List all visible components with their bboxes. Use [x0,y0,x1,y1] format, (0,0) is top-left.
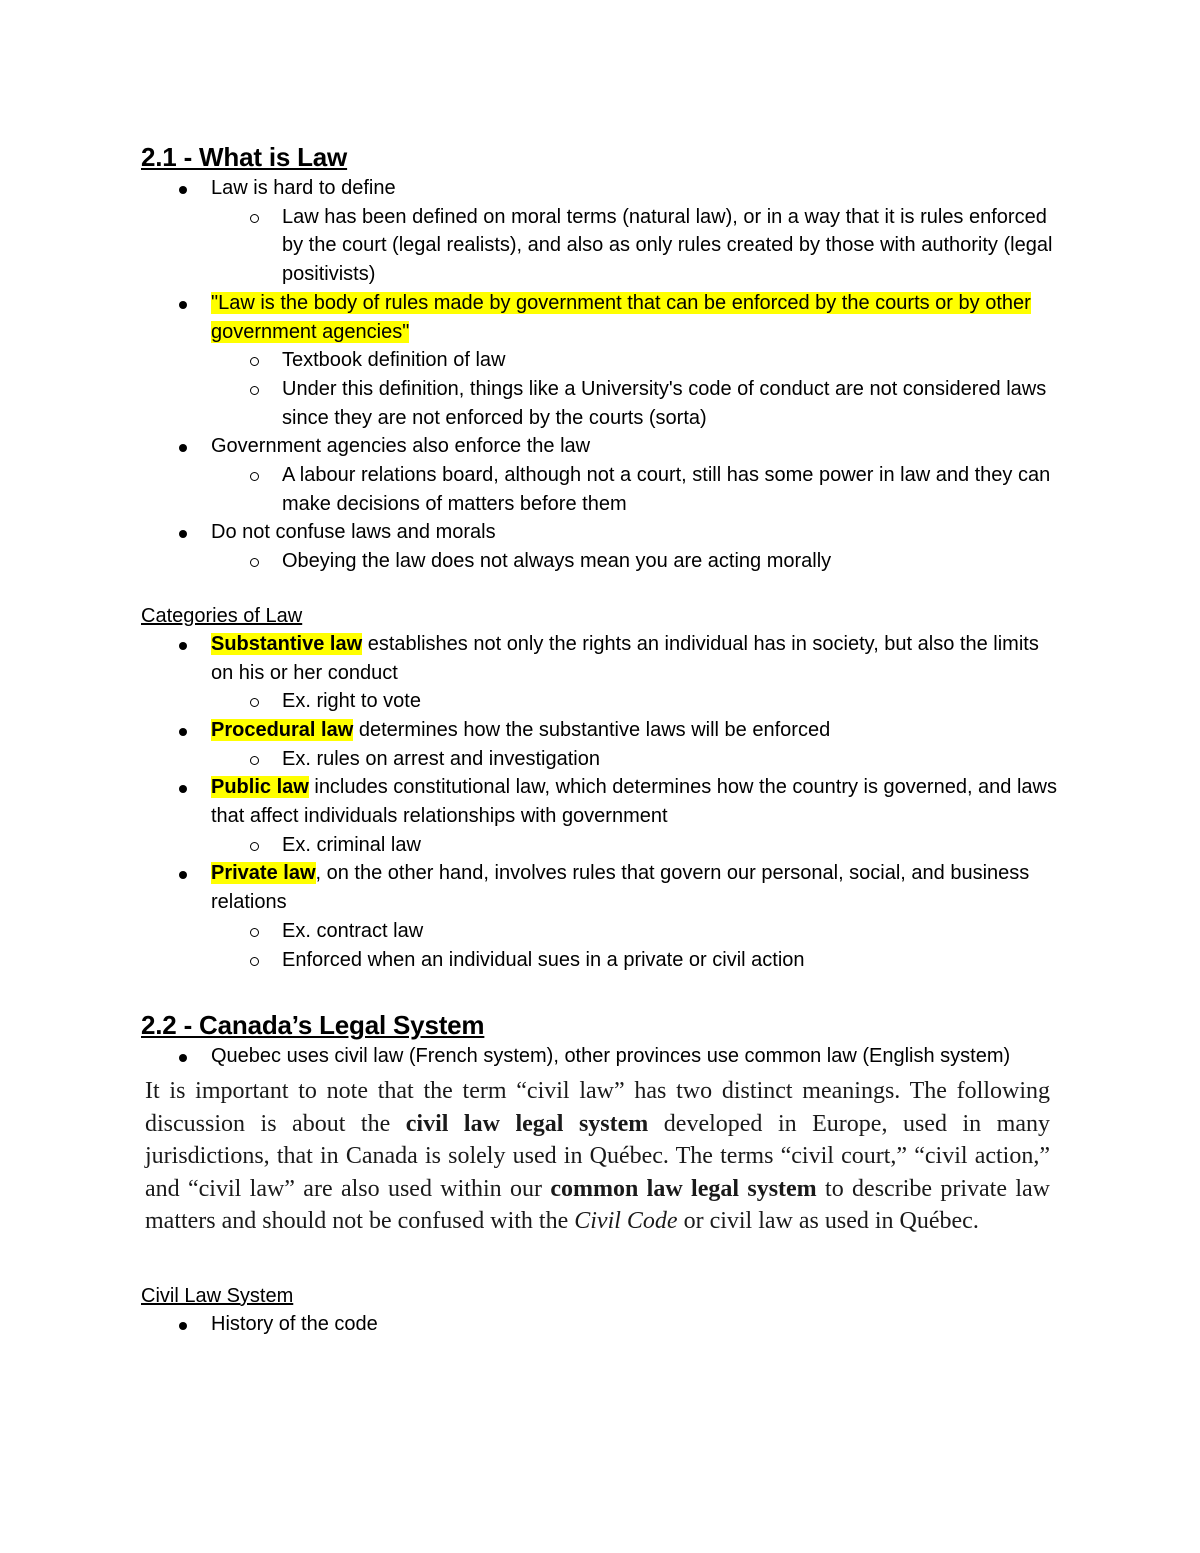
list-item: Do not confuse laws and morals Obeying the law does not always mean you are acting morally [141,518,1061,575]
hollow-bullet-icon [250,842,259,851]
bullet-icon [179,1054,187,1062]
list-item-substantive-law: Substantive law establishes not only the rights an individual has in society, but also the limits on his or her conduct Ex. right to vote [141,630,1061,716]
hollow-bullet-icon [250,957,259,966]
list-item: History of the code [141,1310,1061,1339]
term-highlight: Substantive law [211,632,363,655]
sub-list-item: Ex. criminal law [141,831,1061,860]
list-item-definition [141,289,1061,433]
sub-list-item: Under this definition, things like a University's code of conduct are not considered laws since they are not enforced by the courts (sorta) [141,375,1061,432]
section-heading-what-is-law: 2.1 - What is Law [141,142,348,172]
list-item: Quebec uses civil law (French system), other provinces use common law (English system) [141,1042,1061,1071]
section-heading-canadas-legal-system: 2.2 - Canada’s Legal System [141,1010,485,1041]
what-is-law-list [141,174,1061,576]
bullet-icon [179,530,187,538]
list-item: Government agencies also enforce the law A labour relations board, although not a court, still has some power in law and they can make decisions of matters before them [141,432,1061,518]
list-item-private-law: Private law, on the other hand, involves rules that govern our personal, social, and business relations Ex. contract law Enforced when an individual sues in a private or civil action [141,859,1061,974]
document-page [141,140,1061,1339]
bullet-icon [179,871,187,879]
list-item-public-law: Public law includes constitutional law, which determines how the country is governed, and laws that affect individuals relationships with government Ex. criminal law [141,773,1061,859]
sub-list-item: Enforced when an individual sues in a private or civil action [141,946,1061,975]
bullet-icon [179,785,187,793]
list-item-procedural-law: Procedural law determines how the substantive laws will be enforced Ex. rules on arrest and investigation [141,716,1061,773]
list-item: Law is hard to define Law has been defined on moral terms (natural law), or in a way that it is rules enforced by the court (legal realists), and also as only rules created by those with authority (legal positivists) [141,174,1061,289]
legal-system-list [141,1042,1061,1071]
term-highlight: Public law [211,776,309,799]
sub-list-item: Textbook definition of law [141,346,1061,375]
bullet-icon [179,728,187,736]
hollow-bullet-icon [250,357,259,366]
hollow-bullet-icon [250,472,259,481]
hollow-bullet-icon [250,756,259,765]
hollow-bullet-icon [250,214,259,223]
hollow-bullet-icon [250,558,259,567]
civil-law-subheading: Civil Law System [141,1284,294,1307]
bullet-icon [179,444,187,452]
sub-list-item: Ex. right to vote [141,687,1061,716]
sub-list-item: Law has been defined on moral terms (natural law), or in a way that it is rules enforced by the court (legal realists), and also as only rules created by those with authority (legal positivists) [141,203,1061,289]
hollow-bullet-icon [250,928,259,937]
bullet-icon [179,301,187,309]
sub-list-item: Ex. rules on arrest and investigation [141,745,1061,774]
hollow-bullet-icon [250,698,259,707]
term-highlight: Private law [211,862,316,885]
civil-law-list [141,1310,1061,1339]
textbook-excerpt: It is important to note that the term “civil law” has two distinct meanings. The following discussion is about the civil law legal system developed in Europe, used in many jurisdictions, that in Canada is solely used in Québec. The terms “civil court,” “civil action,” and “civil law” are also used within our common law legal system to describe private law matters and should not be confused with the Civil Code or civil law as used in Québec. [145,1077,1050,1235]
bullet-icon [179,642,187,650]
bullet-icon [179,1322,187,1330]
term-highlight: Procedural law [211,718,354,741]
sub-list-item: A labour relations board, although not a court, still has some power in law and they can make decisions of matters before them [141,461,1061,518]
sub-list-item: Ex. contract law [141,917,1061,946]
bullet-icon [179,186,187,194]
highlighted-definition: "Law is the body of rules made by government that can be enforced by the courts or by other government agencies" [211,291,1031,343]
sub-list-item: Obeying the law does not always mean you are acting morally [141,547,1061,576]
categories-list [141,630,1061,974]
categories-subheading: Categories of Law [141,604,303,627]
hollow-bullet-icon [250,386,259,395]
